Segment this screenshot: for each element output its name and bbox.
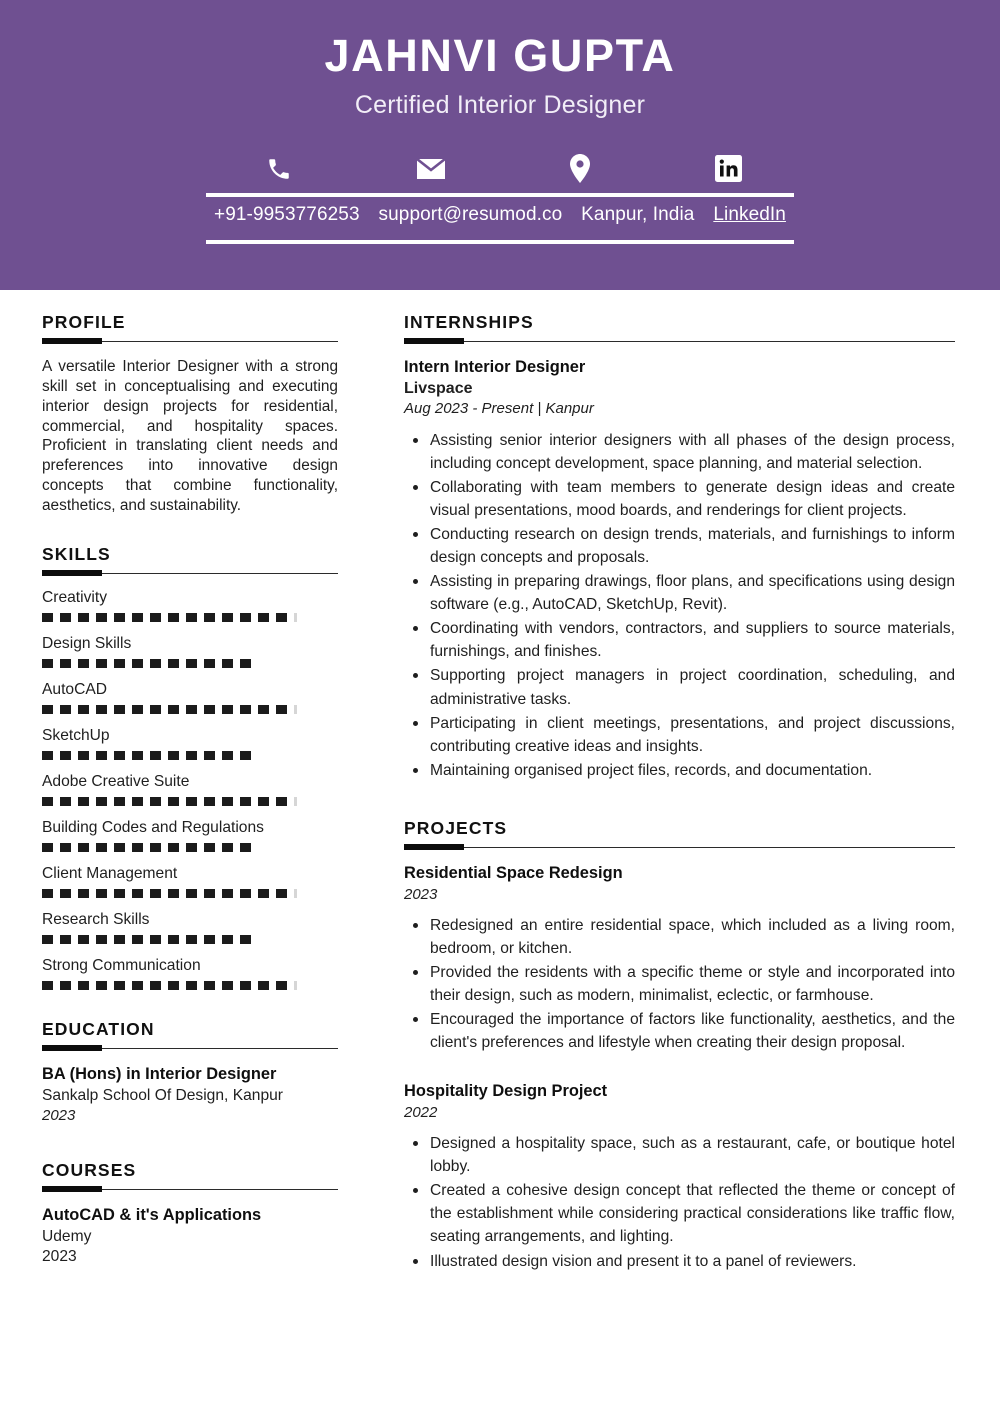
bullet-item: Encouraged the importance of factors like functionality, aesthetics, and the client's preferences and lifestyle when creating their design proposal. [404, 1008, 955, 1054]
skill-level-bar [42, 705, 338, 714]
skill-bar-segment [186, 981, 197, 990]
internship-role: Intern Interior Designer [404, 358, 586, 376]
skill-bar-segment [240, 935, 251, 944]
linkedin-icon[interactable] [715, 154, 742, 184]
skill-bar-segment [150, 751, 161, 760]
bullet-item: Illustrated design vision and present it to a panel of reviewers. [404, 1250, 955, 1273]
skill-bar-segment [258, 797, 269, 806]
skill-bar-segment [78, 935, 89, 944]
skill-bar-segment [60, 797, 71, 806]
skill-bar-segment [222, 889, 233, 898]
skill-bar-segment [240, 659, 251, 668]
section-title-internships: INTERNSHIPS [404, 312, 534, 332]
skill-bar-segment [114, 797, 125, 806]
skill-bar-segment [42, 797, 53, 806]
skill-item [42, 635, 338, 668]
skill-bar-segment [96, 981, 107, 990]
skill-bar-segment [258, 613, 269, 622]
skills-list [42, 589, 338, 990]
skill-bar-segment-partial [294, 705, 297, 714]
project-entry [404, 863, 955, 905]
skill-bar-segment [132, 889, 143, 898]
skill-bar-segment [132, 613, 143, 622]
skill-bar-segment [114, 981, 125, 990]
skill-bar-segment [78, 705, 89, 714]
skill-bar-segment [204, 843, 215, 852]
skill-bar-segment [222, 751, 233, 760]
location-icon [569, 154, 591, 184]
skill-bar-segment [222, 705, 233, 714]
skill-bar-segment [168, 613, 179, 622]
section-profile [42, 312, 338, 516]
skill-item [42, 911, 338, 944]
skill-bar-segment [96, 613, 107, 622]
email-icon [416, 154, 446, 184]
skill-bar-segment [78, 659, 89, 668]
skill-label: Strong Communication [42, 956, 201, 974]
bullet-item: Maintaining organised project files, records, and documentation. [404, 759, 955, 782]
section-underline [404, 844, 955, 850]
skill-bar-segment [150, 935, 161, 944]
project-bullet-list [404, 1132, 955, 1272]
skill-bar-segment [168, 797, 179, 806]
skill-label: SketchUp [42, 726, 110, 744]
skill-bar-segment [276, 797, 287, 806]
skill-bar-segment [204, 659, 215, 668]
project-title: Residential Space Redesign [404, 863, 623, 882]
skill-bar-segment [96, 659, 107, 668]
project-entry [404, 1081, 955, 1123]
bullet-item: Participating in client meetings, presentations, and project discussions, contributing creative ideas and insights. [404, 712, 955, 758]
skill-bar-segment [168, 751, 179, 760]
skill-bar-segment [60, 843, 71, 852]
skill-bar-segment-partial [294, 889, 297, 898]
skill-level-bar [42, 751, 338, 760]
skill-bar-segment [222, 935, 233, 944]
section-underline [42, 1186, 338, 1192]
skill-bar-segment [168, 843, 179, 852]
section-title-profile: PROFILE [42, 312, 126, 332]
skill-bar-segment [132, 935, 143, 944]
skill-bar-segment [132, 981, 143, 990]
skill-bar-segment [78, 889, 89, 898]
skill-bar-segment [42, 705, 53, 714]
section-courses [42, 1160, 338, 1267]
skill-bar-segment [150, 613, 161, 622]
bullet-item: Collaborating with team members to generate design ideas and create visual presentations, mood boards, and renderings for client projects. [404, 476, 955, 522]
education-entry [42, 1064, 338, 1126]
skill-bar-segment [258, 705, 269, 714]
skill-level-bar [42, 935, 338, 944]
skill-bar-segment [114, 705, 125, 714]
education-year: 2023 [42, 1106, 76, 1124]
skill-bar-segment [42, 889, 53, 898]
bullet-item: Conducting research on design trends, materials, and furnishings to inform design concepts and proposals. [404, 523, 955, 569]
skill-bar-segment [240, 843, 251, 852]
contact-phone[interactable]: +91-9953776253 [214, 203, 360, 225]
section-internships [404, 312, 955, 782]
skill-bar-segment [96, 935, 107, 944]
project-title: Hospitality Design Project [404, 1082, 608, 1101]
skill-bar-segment [96, 889, 107, 898]
skill-label: Adobe Creative Suite [42, 772, 190, 790]
profile-summary-text: A versatile Interior Designer with a strong skill set in conceptualising and executing interior design projects for residential, commercial, and hospitality spaces. Proficient in translating client needs and preferences into innovative design concepts that combine functionality, aesthetics, and sustainability. [42, 358, 338, 515]
bullet-item: Provided the residents with a specific theme or style and incorporated into their design, such as modern, minimalist, eclectic, or farmhouse. [404, 961, 955, 1007]
skill-bar-segment [222, 981, 233, 990]
skill-item [42, 957, 338, 990]
skill-bar-segment [78, 843, 89, 852]
skill-bar-segment [222, 843, 233, 852]
skill-level-bar [42, 659, 338, 668]
skill-level-bar [42, 613, 338, 622]
section-skills [42, 544, 338, 990]
skill-bar-segment [276, 981, 287, 990]
skill-bar-segment [114, 843, 125, 852]
skill-bar-segment [168, 659, 179, 668]
skill-bar-segment [60, 935, 71, 944]
skill-bar-segment [60, 659, 71, 668]
project-year: 2022 [404, 1103, 438, 1121]
bullet-item: Designed a hospitality space, such as a restaurant, cafe, or boutique hotel lobby. [404, 1132, 955, 1178]
skill-bar-segment [42, 843, 53, 852]
skill-level-bar [42, 889, 338, 898]
skill-bar-segment [114, 659, 125, 668]
course-title: AutoCAD & it's Applications [42, 1206, 262, 1225]
education-degree: BA (Hons) in Interior Designer [42, 1064, 277, 1083]
skill-bar-segment [150, 705, 161, 714]
skill-item [42, 727, 338, 760]
education-school: Sankalp School Of Design, Kanpur [42, 1086, 283, 1104]
project-spacer [404, 1055, 955, 1081]
section-projects [404, 818, 955, 1273]
skill-bar-segment [204, 705, 215, 714]
skill-bar-segment [150, 843, 161, 852]
skill-bar-segment [132, 797, 143, 806]
skill-bar-segment [258, 981, 269, 990]
contact-values-row [206, 197, 794, 232]
skill-bar-segment [150, 797, 161, 806]
skill-item [42, 589, 338, 622]
bullet-item: Coordinating with vendors, contractors, and suppliers to source materials, furnishings, and finishes. [404, 617, 955, 663]
contact-bar [206, 150, 794, 244]
skill-bar-segment [276, 705, 287, 714]
skill-bar-segment [42, 981, 53, 990]
skill-bar-segment [42, 751, 53, 760]
skill-bar-segment [240, 613, 251, 622]
skill-bar-segment [96, 705, 107, 714]
candidate-tagline: Certified Interior Designer [354, 90, 646, 119]
skill-bar-segment [96, 751, 107, 760]
skill-bar-segment [150, 981, 161, 990]
bullet-item: Redesigned an entire residential space, which included as a living room, bedroom, or kitchen. [404, 914, 955, 960]
skill-bar-segment [78, 613, 89, 622]
skill-bar-segment-partial [294, 613, 297, 622]
course-year: 2023 [42, 1247, 77, 1265]
internship-entry [404, 357, 955, 420]
skill-bar-segment [132, 705, 143, 714]
bullet-item: Assisting senior interior designers with all phases of the design process, including concept development, space planning, and material selection. [404, 429, 955, 475]
skill-bar-segment [96, 797, 107, 806]
skill-item [42, 865, 338, 898]
contact-email[interactable]: support@resumod.co [378, 203, 563, 225]
skill-label: Creativity [42, 588, 107, 606]
skill-bar-segment [60, 705, 71, 714]
internship-bullet-list [404, 429, 955, 782]
bullet-item: Assisting in preparing drawings, floor plans, and specifications using design software (e.g., AutoCAD, SketchUp, Revit). [404, 570, 955, 616]
resume-header [0, 0, 1000, 290]
contact-icon-row [206, 150, 794, 184]
skill-item [42, 819, 338, 852]
skill-bar-segment [186, 705, 197, 714]
skill-bar-segment [60, 981, 71, 990]
skill-item [42, 773, 338, 806]
skill-bar-segment [186, 659, 197, 668]
skill-label: Building Codes and Regulations [42, 818, 264, 836]
skill-bar-segment [276, 613, 287, 622]
skill-bar-segment [78, 751, 89, 760]
skill-bar-segment [186, 935, 197, 944]
skill-bar-segment [132, 751, 143, 760]
skill-level-bar [42, 797, 338, 806]
skill-bar-segment [168, 935, 179, 944]
skill-bar-segment [204, 981, 215, 990]
contact-linkedin-link[interactable]: LinkedIn [713, 203, 786, 225]
skill-label: Design Skills [42, 634, 132, 652]
skill-bar-segment [42, 613, 53, 622]
skill-bar-segment [204, 935, 215, 944]
skill-bar-segment [222, 613, 233, 622]
skill-bar-segment [240, 981, 251, 990]
skill-bar-segment [240, 889, 251, 898]
skill-bar-segment [240, 797, 251, 806]
section-title-skills: SKILLS [42, 543, 111, 564]
skill-level-bar [42, 843, 338, 852]
skill-bar-segment [186, 797, 197, 806]
internship-meta: Aug 2023 - Present | Kanpur [404, 400, 594, 418]
left-column [42, 312, 338, 1275]
skill-bar-segment [60, 613, 71, 622]
right-column [404, 312, 955, 1275]
skill-bar-segment [114, 935, 125, 944]
skill-bar-segment [240, 751, 251, 760]
candidate-name: JAHNVI GUPTA [324, 30, 676, 81]
skill-bar-segment [114, 613, 125, 622]
skill-bar-segment [78, 797, 89, 806]
skill-bar-segment [186, 843, 197, 852]
skill-bar-segment [78, 981, 89, 990]
skill-bar-segment [222, 659, 233, 668]
skill-label: AutoCAD [42, 680, 108, 698]
skill-bar-segment [150, 889, 161, 898]
skill-bar-segment [42, 935, 53, 944]
skill-bar-segment [96, 843, 107, 852]
skill-bar-segment [204, 889, 215, 898]
skill-bar-segment [186, 889, 197, 898]
resume-body [0, 290, 1000, 1275]
skill-bar-segment [168, 889, 179, 898]
course-provider: Udemy [42, 1227, 92, 1245]
internship-company: Livspace [404, 379, 473, 397]
skill-bar-segment [240, 705, 251, 714]
section-underline [42, 338, 338, 344]
project-bullet-list [404, 914, 955, 1054]
contact-location: Kanpur, India [581, 203, 695, 225]
skill-label: Research Skills [42, 910, 150, 928]
section-underline [42, 1045, 338, 1051]
phone-icon [266, 154, 292, 184]
skill-bar-segment-partial [294, 797, 297, 806]
skill-bar-segment [114, 889, 125, 898]
skill-bar-segment-partial [294, 981, 297, 990]
skill-bar-segment [258, 889, 269, 898]
skill-bar-segment [204, 751, 215, 760]
skill-bar-segment [132, 843, 143, 852]
bullet-item: Created a cohesive design concept that reflected the theme or concept of the establishment while considering practical considerations like traffic flow, seating arrangements, and lighting. [404, 1179, 955, 1248]
skill-bar-segment [222, 797, 233, 806]
projects-list [404, 863, 955, 1273]
skill-bar-segment [132, 659, 143, 668]
skill-label: Client Management [42, 864, 178, 882]
skill-bar-segment [204, 797, 215, 806]
skill-bar-segment [114, 751, 125, 760]
section-title-education: EDUCATION [42, 1018, 155, 1039]
section-underline [404, 338, 955, 344]
section-title-projects: PROJECTS [404, 817, 508, 838]
skill-bar-segment [204, 613, 215, 622]
skill-bar-segment [276, 889, 287, 898]
section-education [42, 1019, 338, 1126]
skill-bar-segment [60, 751, 71, 760]
skill-bar-segment [150, 659, 161, 668]
section-title-courses: COURSES [42, 1160, 137, 1181]
skill-level-bar [42, 981, 338, 990]
project-year: 2023 [404, 885, 438, 903]
section-underline [42, 570, 338, 576]
contact-rule-bottom [206, 240, 794, 244]
course-entry [42, 1205, 338, 1267]
skill-item [42, 681, 338, 714]
skill-bar-segment [168, 705, 179, 714]
bullet-item: Supporting project managers in project coordination, scheduling, and administrative tasks. [404, 664, 955, 710]
skill-bar-segment [168, 981, 179, 990]
skill-bar-segment [186, 751, 197, 760]
skill-bar-segment [42, 659, 53, 668]
skill-bar-segment [60, 889, 71, 898]
skill-bar-segment [186, 613, 197, 622]
